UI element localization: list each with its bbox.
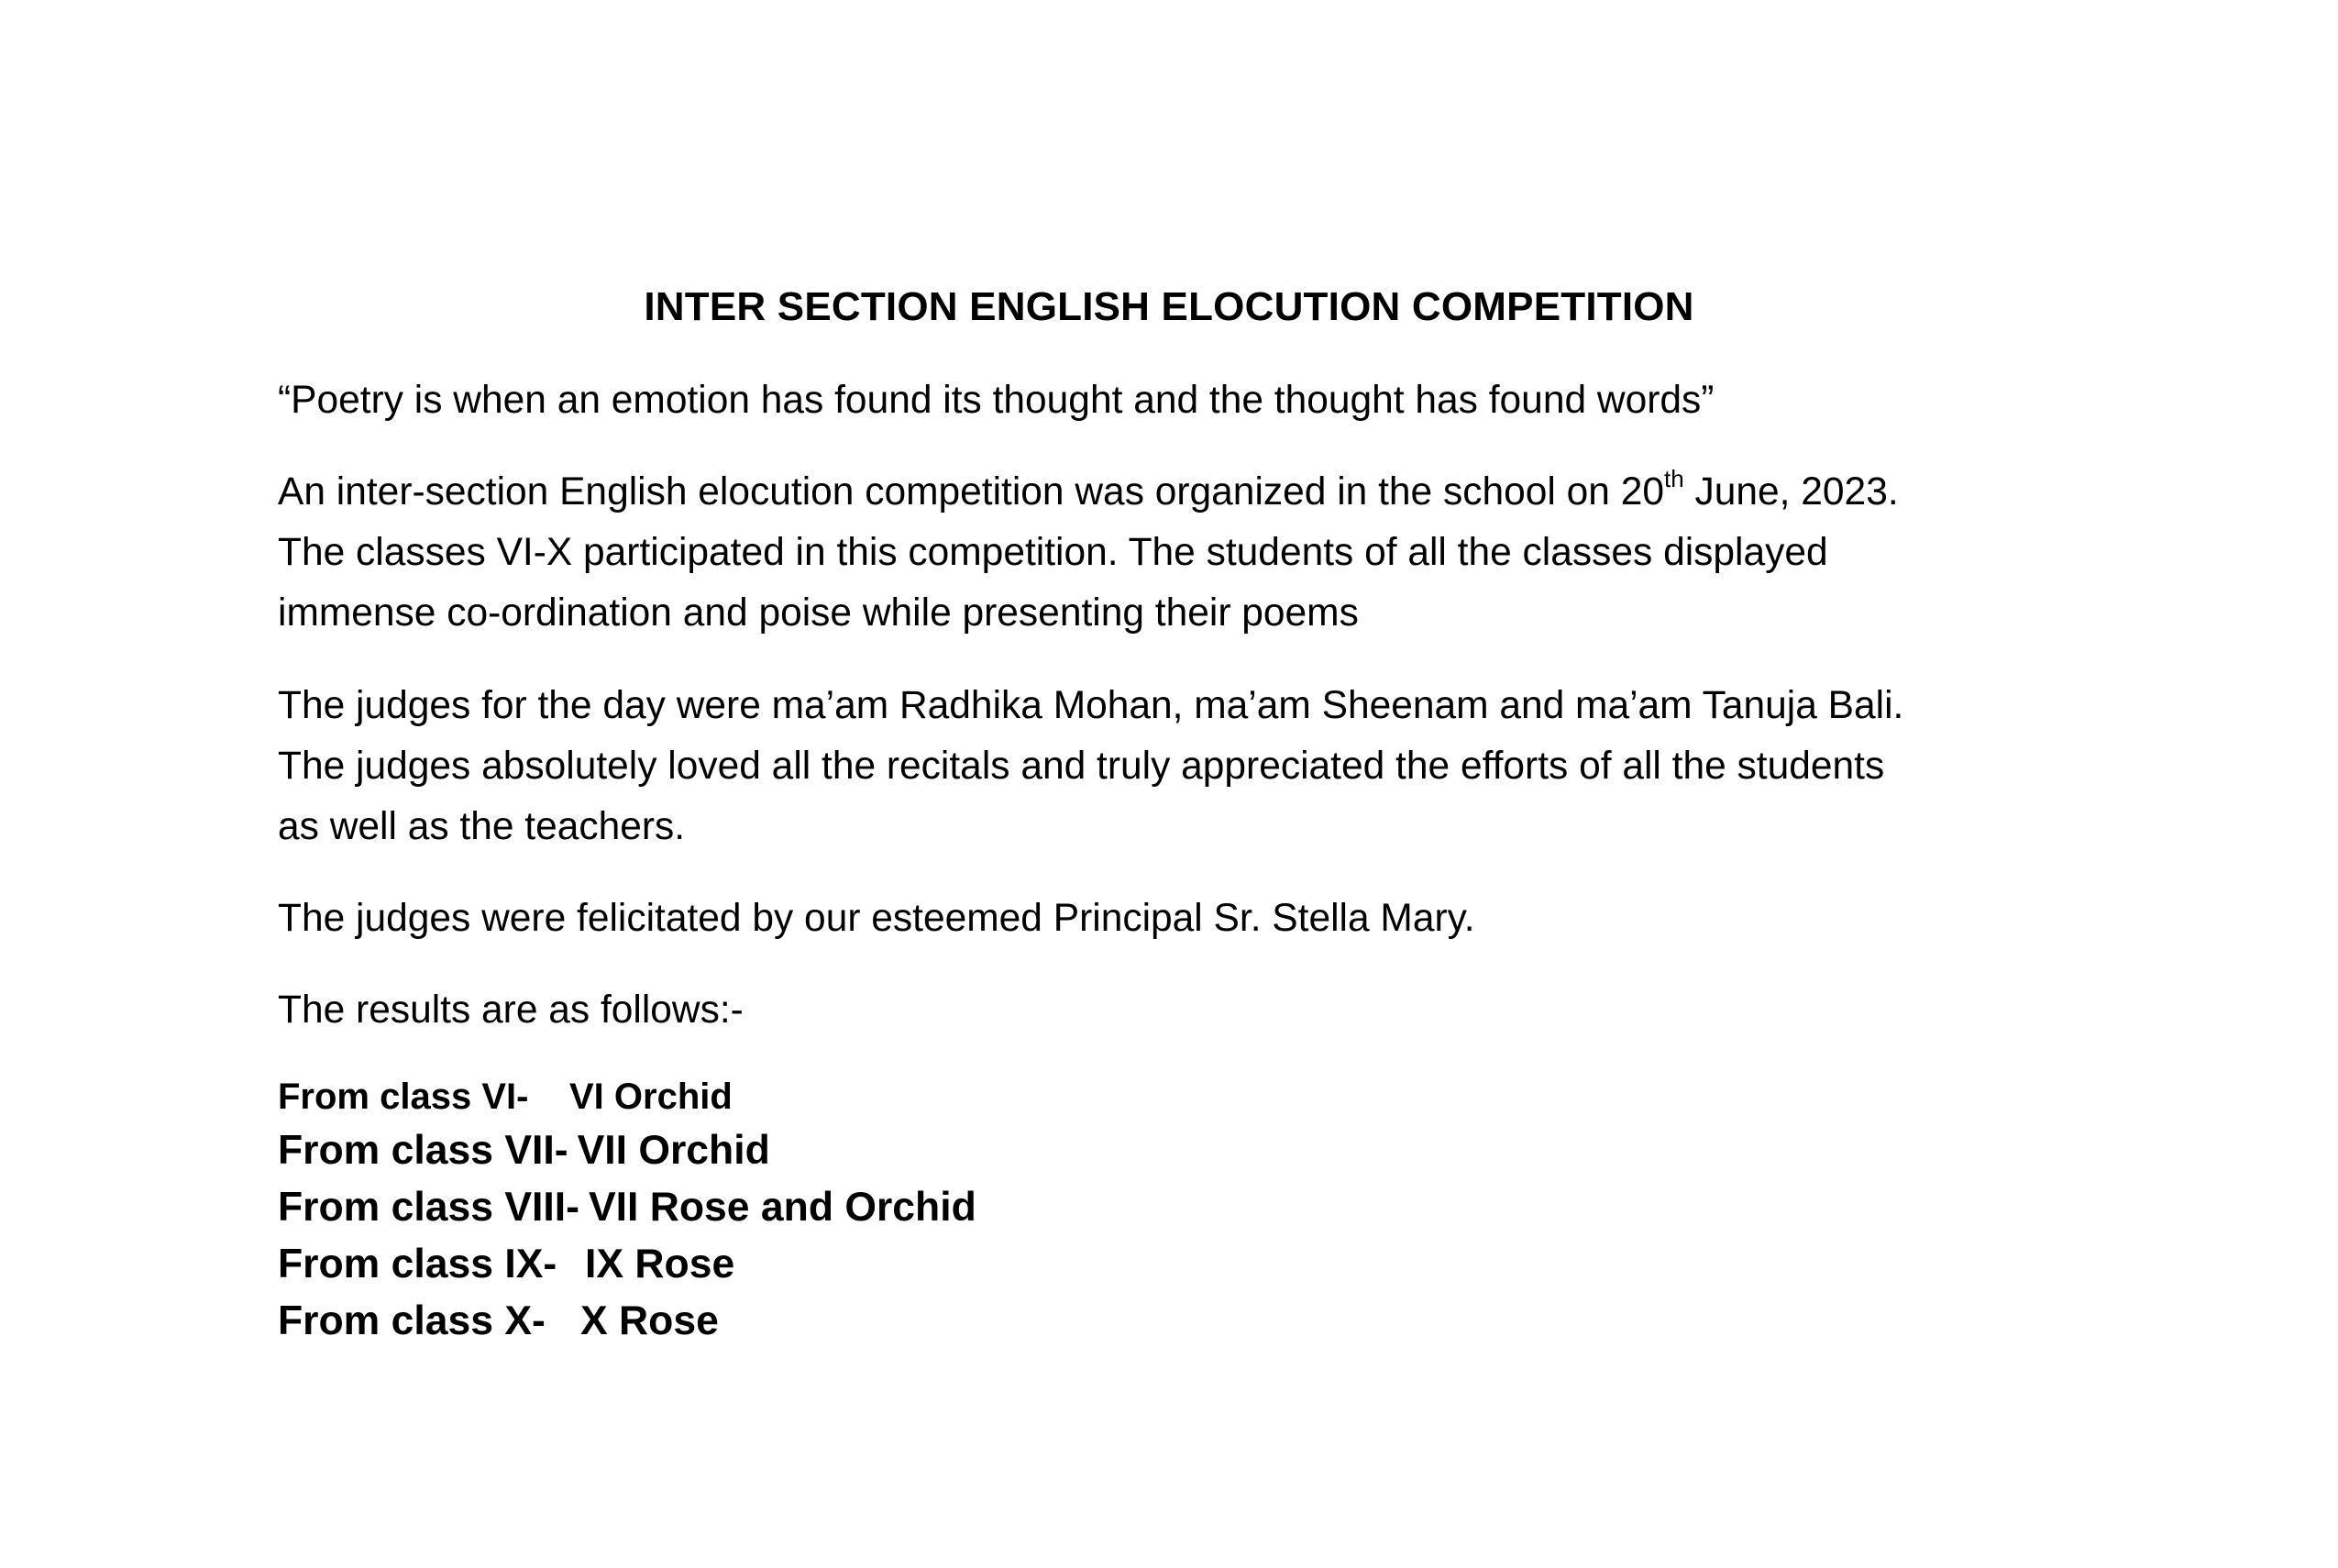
quote-text: “Poetry is when an emotion has found its thought and the thought has found words” (278, 379, 1715, 422)
result-class-label: From class VI- (278, 1077, 529, 1117)
intro-line-3: immense co-ordination and poise while presenting their poems (278, 591, 1359, 635)
results-intro-text: The results are as follows:- (278, 988, 744, 1032)
felicitation-paragraph (278, 889, 2112, 949)
result-row-class-vi (278, 1071, 976, 1122)
result-row-class-x (278, 1293, 976, 1350)
result-winner: VII Orchid (577, 1128, 770, 1173)
result-row-class-ix (278, 1236, 976, 1293)
result-row-class-vii (278, 1122, 976, 1179)
intro-line-1-date: June, 2023. (1683, 470, 1899, 513)
result-winner: IX Rose (585, 1242, 735, 1286)
judges-line-3: as well as the teachers. (278, 805, 686, 848)
results-list (278, 1071, 976, 1350)
judges-paragraph (278, 676, 2112, 857)
judges-line-2: The judges absolutely loved all the recitals and truly appreciated the efforts of all the students (278, 745, 1885, 788)
quote-paragraph (278, 370, 2112, 431)
results-intro-paragraph (278, 980, 2112, 1041)
result-winner: X Rose (580, 1298, 719, 1343)
result-class-label: From class VIII- (278, 1185, 579, 1230)
intro-paragraph (278, 462, 2112, 644)
result-class-label: From class IX- (278, 1242, 557, 1286)
intro-line-1 (278, 462, 2112, 523)
page-title: INTER SECTION ENGLISH ELOCUTION COMPETITION (644, 284, 1694, 329)
result-class-label: From class VII- (278, 1128, 568, 1173)
date-ordinal-suffix: th (1664, 464, 1684, 492)
result-winner: VII Rose and Orchid (588, 1185, 976, 1230)
result-row-class-viii (278, 1179, 976, 1236)
result-winner: VI Orchid (569, 1077, 733, 1117)
judges-line-1: The judges for the day were ma’am Radhika Mohan, ma’am Sheenam and ma’am Tanuja Bali. (278, 684, 1904, 727)
result-class-label: From class X- (278, 1298, 546, 1343)
intro-line-1-text: An inter-section English elocution competition was organized in the school on 20 (278, 470, 1665, 513)
felicitation-text: The judges were felicitated by our esteemed Principal Sr. Stella Mary. (278, 897, 1475, 940)
intro-line-2: The classes VI-X participated in this competition. The students of all the classes displayed (278, 531, 1828, 574)
